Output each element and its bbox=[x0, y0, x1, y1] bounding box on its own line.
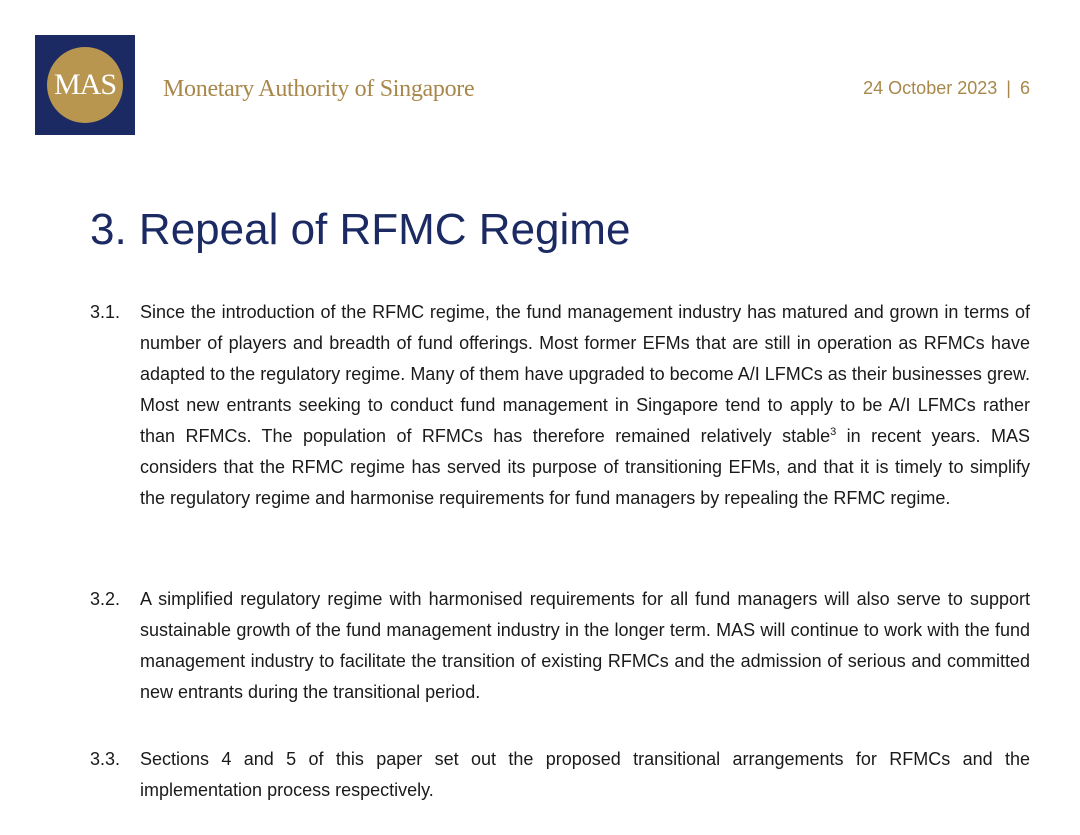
paragraph-text: A simplified regulatory regime with harmonised requirements for all fund managers will also serve to support sustainable growth of the fund management industry in the longer term. MAS will continue to work with the fund management industry to facilitate the transition of existing RFMCs and the admission of serious and committed new entrants during the transitional period. bbox=[140, 589, 1030, 702]
header-separator: | bbox=[1006, 78, 1011, 98]
paragraph-number: 3.2. bbox=[90, 589, 121, 609]
paragraph-3-3 bbox=[90, 744, 1030, 806]
section-title: 3. Repeal of RFMC Regime bbox=[90, 205, 631, 254]
mas-logo bbox=[35, 35, 135, 135]
paragraph-number: 3.3. bbox=[90, 749, 121, 769]
paragraph-3-1 bbox=[90, 297, 1030, 514]
paragraph-text-part: Since the introduction of the RFMC regime, the fund management industry has matured and grown in terms of number of players and breadth of fund offerings. Most former EFMs that are still in operation as RFMCs have adapted to the regulatory regime. Many of them have upgraded to become A/I LFMCs as their businesses grew. Most new entrants seeking to conduct fund management in Singapore tend to apply to be A/I LFMCs rather than RFMCs. The population of RFMCs has therefore remained relatively stable bbox=[140, 302, 1030, 446]
footnote-marker[interactable]: 3 bbox=[830, 426, 837, 438]
header-date-page bbox=[863, 78, 1030, 99]
document-date: 24 October 2023 bbox=[863, 78, 998, 98]
logo-text: MAS bbox=[53, 68, 117, 101]
organization-name: Monetary Authority of Singapore bbox=[163, 76, 475, 102]
logo-seal bbox=[47, 47, 123, 123]
page-number: 6 bbox=[1019, 78, 1030, 98]
paragraph-text-part: in recent years. MAS considers that the RFMC regime has served its purpose of transitioning EFMs, and that it is timely to simplify the regulatory regime and harmonise requirements for fund managers by repealing the RFMC regime. bbox=[140, 426, 1030, 508]
paragraph-text bbox=[140, 297, 1030, 514]
paragraph-text: Sections 4 and 5 of this paper set out the proposed transitional arrangements for RFMCs and the implementation process respectively. bbox=[140, 749, 1030, 800]
paragraph-number: 3.1. bbox=[90, 302, 121, 322]
paragraph-3-2 bbox=[90, 584, 1030, 708]
